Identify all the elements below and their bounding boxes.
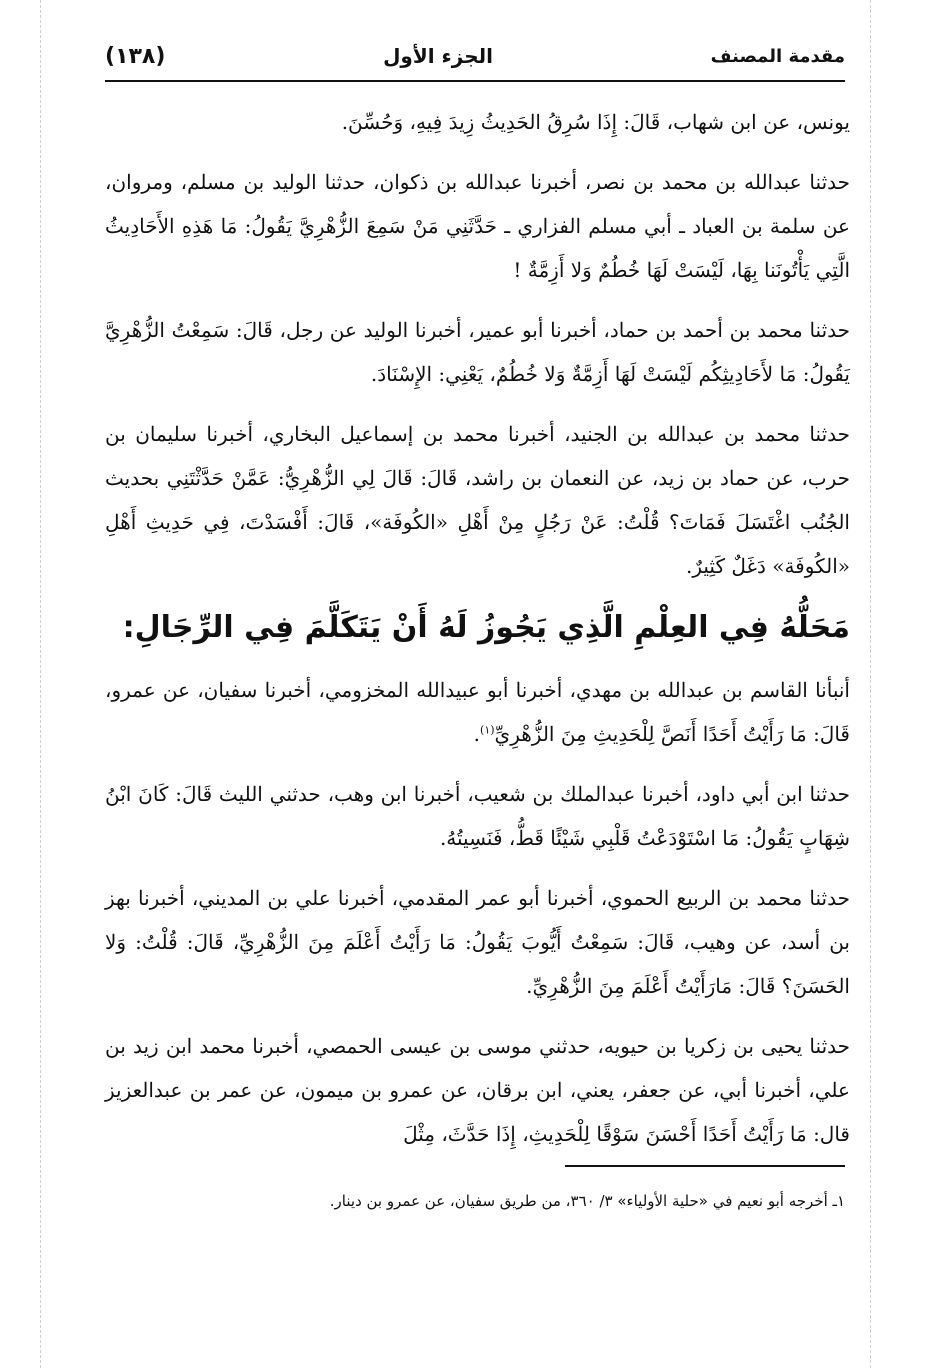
paragraph-1: يونس، عن ابن شهاب، قَالَ: إِذَا سُرِقُ الحَدِيثُ زِيدَ فِيهِ، وَحُسِّنَ. — [341, 110, 850, 134]
paragraph-5-end: . — [473, 722, 481, 746]
footnote-rule — [565, 1165, 845, 1167]
footnote-reference: (١) — [480, 723, 495, 737]
section-heading: مَحَلُّهُ فِي العِلْمِ الَّذِي يَجُوزُ لَهُ أَنْ يَتَكَلَّمَ فِي الرِّجَالِ: — [122, 610, 850, 645]
scan-guide-line-right — [870, 0, 871, 1368]
paragraph-8: حدثنا يحيى بن زكريا بن حيويه، حدثني موسى بن عيسى الحمصي، أخبرنا محمد ابن زيد بن علي، أخبرنا أبي، عن جعفر، يعني، ابن برقان، عن عمرو بن ميمون، عن عمر بن عبدالعزيز قال: مَا رَأَيْتُ أَحَدًا أَحْسَنَ سَوْقًا لِلْحَدِيثِ، إِذَا حَدَّثَ، مِثْلَ — [105, 1034, 850, 1146]
scan-guide-line-left — [40, 0, 41, 1368]
paragraph-6: حدثنا ابن أبي داود، أخبرنا عبدالملك بن شعيب، أخبرنا ابن وهب، حدثني الليث قَالَ: كَانَ ابْنُ شِهَابٍ يَقُولُ: مَا اسْتَوْدَعْتُ قَلْبِي شَيْئًا قَطُّ، فَنَسِيتُهُ. — [105, 782, 850, 850]
page-header — [105, 36, 845, 76]
footnote: ١ـ أخرجه أبو نعيم في «حلية الأولياء» ٣/ ٣٦٠، من طريق سفيان، عن عمرو بن دينار. — [329, 1192, 845, 1210]
running-title-part: الجزء الأول — [383, 44, 494, 68]
header-rule — [105, 80, 845, 82]
running-title-section: مقدمة المصنف — [710, 45, 845, 67]
main-text — [105, 100, 850, 1172]
page-number: (١٣٨) — [105, 43, 166, 69]
paragraph-5 — [105, 668, 850, 756]
paragraph-4: حدثنا محمد بن عبدالله بن الجنيد، أخبرنا محمد بن إسماعيل البخاري، أخبرنا سليمان بن حرب، عن حماد بن زيد، عن النعمان بن راشد، قَالَ: قَالَ لِي الزُّهْرِيُّ: عَمَّنْ حَدَّثْتَنِي بحديث الجُنُب اغْتَسَلَ فَمَاتَ؟ قُلْتُ: عَنْ رَجُلٍ مِنْ أَهْلِ «الكُوفَة»، قَالَ: أَفْسَدْتَ، فِي حَدِيثِ أَهْلِ «الكُوفَة» دَغَلٌ كَثِيرٌ. — [105, 422, 850, 578]
paragraph-5-text: أنبأنا القاسم بن عبدالله بن مهدي، أخبرنا أبو عبيدالله المخزومي، أخبرنا سفيان، عن عمرو، قَالَ: مَا رَأَيْتُ أَحَدًا أَنَصَّ لِلْحَدِيثِ مِنَ الزُّهْرِيِّ — [105, 678, 850, 746]
paragraph-3: حدثنا محمد بن أحمد بن حماد، أخبرنا أبو عمير، أخبرنا الوليد عن رجل، قَالَ: سَمِعْتُ الزُّهْرِيَّ يَقُولُ: مَا لأَحَادِيثِكُم لَيْسَتْ لَهَا أَزِمَّةٌ وَلا خُطُمٌ، يَعْنِي: الإِسْنَادَ. — [105, 318, 850, 386]
paragraph-7: حدثنا محمد بن الربيع الحموي، أخبرنا أبو عمر المقدمي، أخبرنا علي بن المديني، أخبرنا بهز بن أسد، عن وهيب، قَالَ: سَمِعْتُ أَيُّوبَ يَقُولُ: مَا رَأَيْتُ أَعْلَمَ مِنَ الزُّهْرِيِّ، قَالَ: قُلْتُ: وَلا الحَسَنَ؟ قَالَ: مَارَأَيْتُ أَعْلَمَ مِنَ الزُّهْرِيِّ. — [105, 886, 850, 998]
paragraph-2: حدثنا عبدالله بن محمد بن نصر، أخبرنا عبدالله بن ذكوان، حدثنا الوليد بن مسلم، ومروان، عن سلمة بن العباد ـ أبي مسلم الفزاري ـ حَدَّثَنِي مَنْ سَمِعَ الزُّهْرِيَّ يَقُولُ: مَا هَذِهِ الأَحَادِيثُ الَّتِي يَأْتُونَنا بِهَا، لَيْسَتْ لَهَا خُطُمٌ وَلا أَزِمَّةٌ ! — [105, 170, 850, 282]
